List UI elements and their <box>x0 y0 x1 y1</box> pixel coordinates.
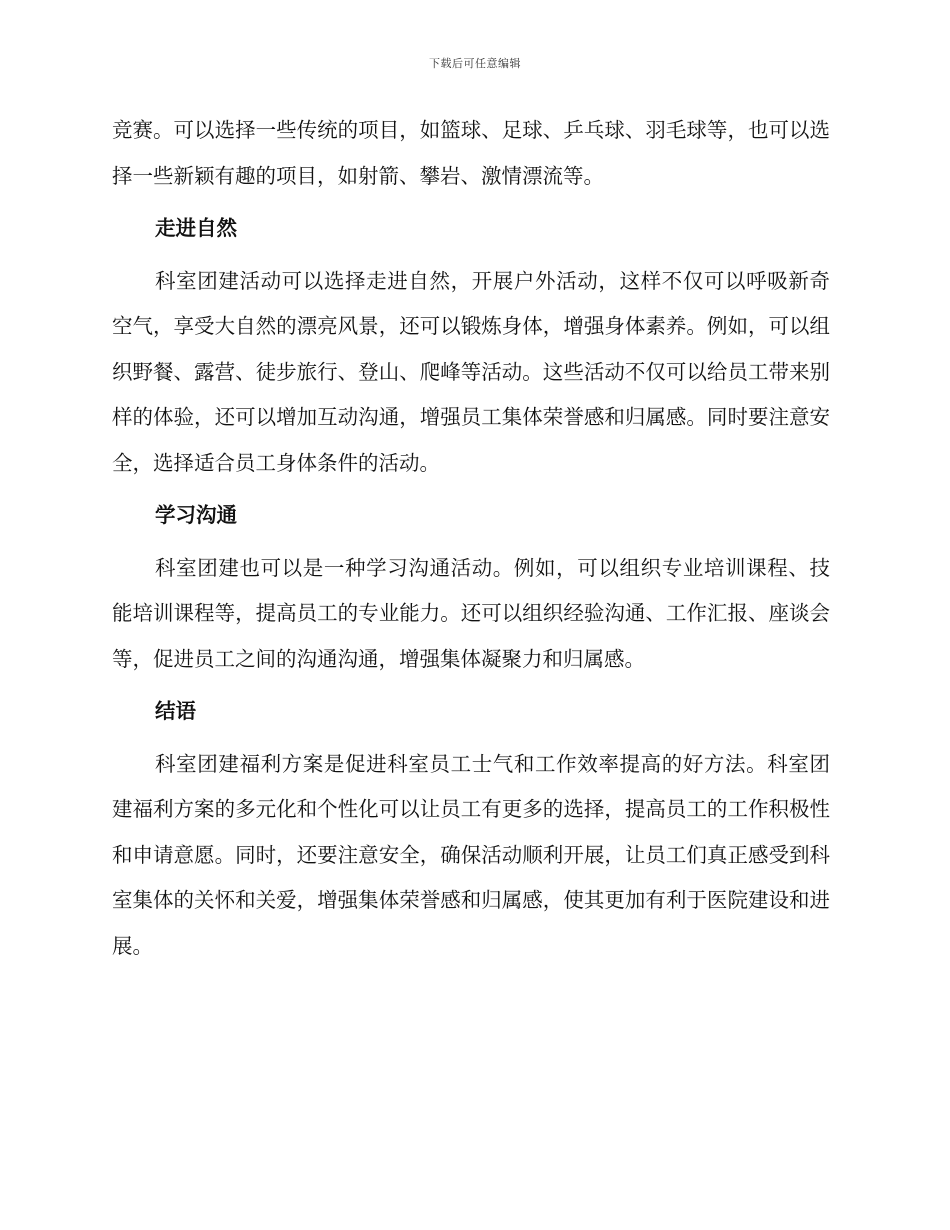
section-paragraph-learning: 科室团建也可以是一种学习沟通活动。例如，可以组织专业培训课程、技能培训课程等，提高员工的专业能力。还可以组织经验沟通、工作汇报、座谈会等，促进员工之间的沟通沟通，增强集体凝聚力和归属感。 <box>112 555 830 671</box>
document-body <box>112 108 830 976</box>
section-heading-nature: 走进自然 <box>155 216 237 240</box>
intro-paragraph: 竞赛。可以选择一些传统的项目，如篮球、足球、乒乓球、羽毛球等，也可以选择一些新颖有趣的项目，如射箭、攀岩、激情漂流等。 <box>112 118 830 188</box>
section-heading-conclusion: 结语 <box>155 699 196 723</box>
section-paragraph-conclusion: 科室团建福利方案是促进科室员工士气和工作效率提高的好方法。科室团建福利方案的多元化和个性化可以让员工有更多的选择，提高员工的工作积极性和申请意愿。同时，还要注意安全，确保活动顺利开展，让员工们真正感受到科室集体的关怀和关爱，增强集体荣誉感和归属感，使其更加有利于医院建设和进展。 <box>112 751 830 958</box>
section-paragraph-nature: 科室团建活动可以选择走进自然，开展户外活动，这样不仅可以呼吸新奇空气，享受大自然的漂亮风景，还可以锻炼身体，增强身体素养。例如，可以组织野餐、露营、徒步旅行、登山、爬峰等活动。这些活动不仅可以给员工带来别样的体验，还可以增加互动沟通，增强员工集体荣誉感和归属感。同时要注意安全，选择适合员工身体条件的活动。 <box>112 268 830 475</box>
header-note: 下载后可任意编辑 <box>429 57 521 70</box>
section-heading-learning: 学习沟通 <box>155 503 237 527</box>
